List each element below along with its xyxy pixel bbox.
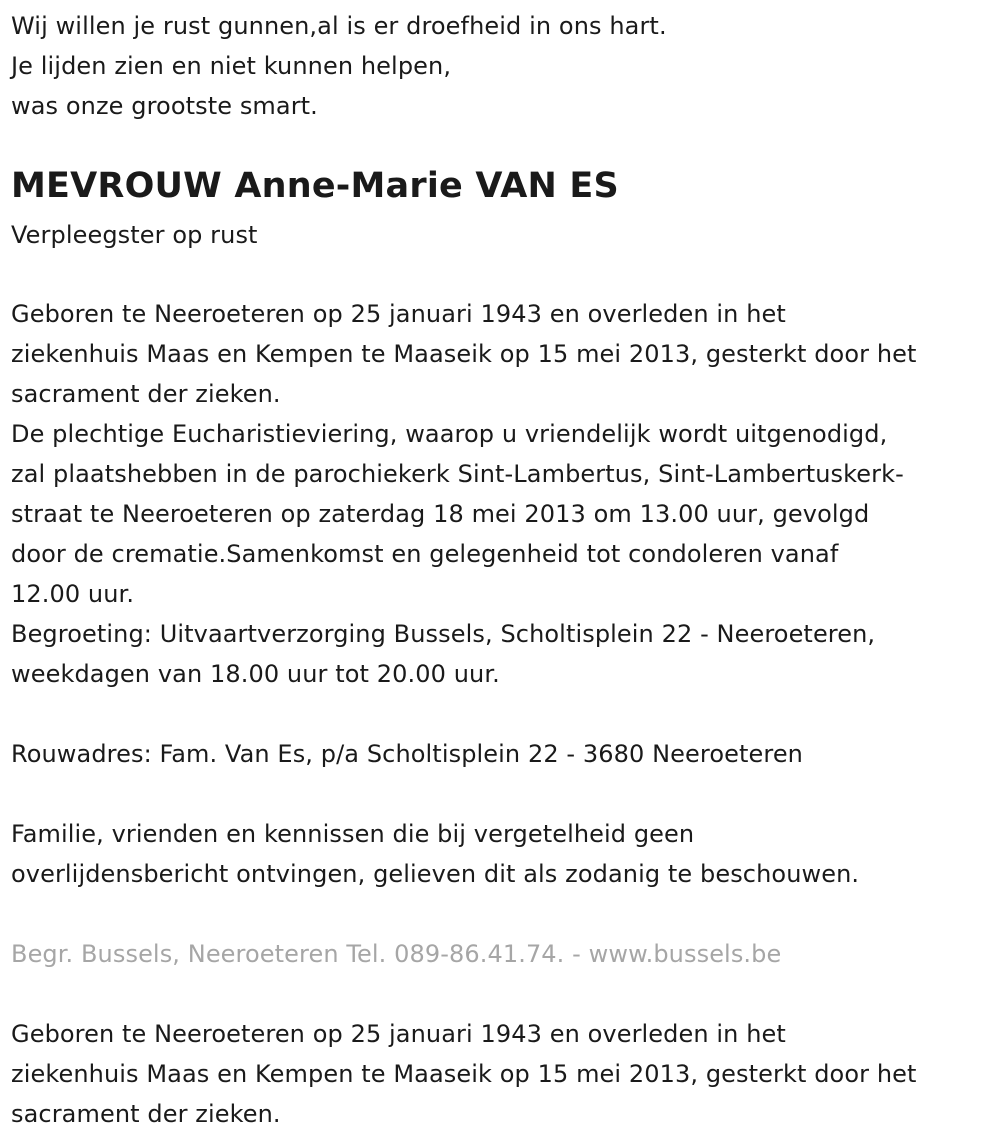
funeral-home-footer [11, 934, 781, 974]
announcement-text [11, 294, 917, 694]
announcement-line: zal plaatshebben in de parochiekerk Sint-Lambertus, Sint-Lambertuskerk- [11, 460, 904, 488]
announcement-line: sacrament der zieken. [11, 380, 281, 408]
family-notice-line: overlijdensbericht ontvingen, gelieven dit als zodanig te beschouwen. [11, 860, 860, 888]
deceased-name: MEVROUW Anne-Marie VAN ES [11, 166, 619, 206]
announcement-line: 12.00 uur. [11, 580, 135, 608]
deceased-occupation [11, 215, 258, 255]
announcement-line: ziekenhuis Maas en Kempen te Maaseik op 15 mei 2013, gesterkt door het [11, 340, 917, 368]
repeated-birth-death-text [11, 1014, 917, 1134]
poem [11, 6, 667, 126]
family-notice [11, 814, 859, 894]
repeated-line: Geboren te Neeroeteren op 25 januari 1943 en overleden in het [11, 1020, 786, 1048]
announcement-line: door de crematie.Samenkomst en gelegenheid tot condoleren vanaf [11, 540, 839, 568]
repeated-line: sacrament der zieken. [11, 1100, 281, 1128]
mourning-address [11, 734, 803, 774]
announcement-line: weekdagen van 18.00 uur tot 20.00 uur. [11, 660, 500, 688]
family-notice-line: Familie, vrienden en kennissen die bij vergetelheid geen [11, 820, 695, 848]
announcement-line: De plechtige Eucharistieviering, waarop u vriendelijk wordt uitgenodigd, [11, 420, 888, 448]
announcement-line: straat te Neeroeteren op zaterdag 18 mei 2013 om 13.00 uur, gevolgd [11, 500, 870, 528]
poem-line: Wij willen je rust gunnen,al is er droefheid in ons hart. [11, 12, 667, 40]
footer-text: Begr. Bussels, Neeroeteren Tel. 089-86.41.74. - www.bussels.be [11, 940, 782, 968]
announcement-line: Begroeting: Uitvaartverzorging Bussels, Scholtisplein 22 - Neeroeteren, [11, 620, 876, 648]
mourning-address-text: Rouwadres: Fam. Van Es, p/a Scholtisplein 22 - 3680 Neeroeteren [11, 740, 803, 768]
poem-line: was onze grootste smart. [11, 92, 318, 120]
announcement-line: Geboren te Neeroeteren op 25 januari 1943 en overleden in het [11, 300, 786, 328]
repeated-line: ziekenhuis Maas en Kempen te Maaseik op 15 mei 2013, gesterkt door het [11, 1060, 917, 1088]
occupation-text: Verpleegster op rust [11, 221, 258, 249]
poem-line: Je lijden zien en niet kunnen helpen, [11, 52, 452, 80]
